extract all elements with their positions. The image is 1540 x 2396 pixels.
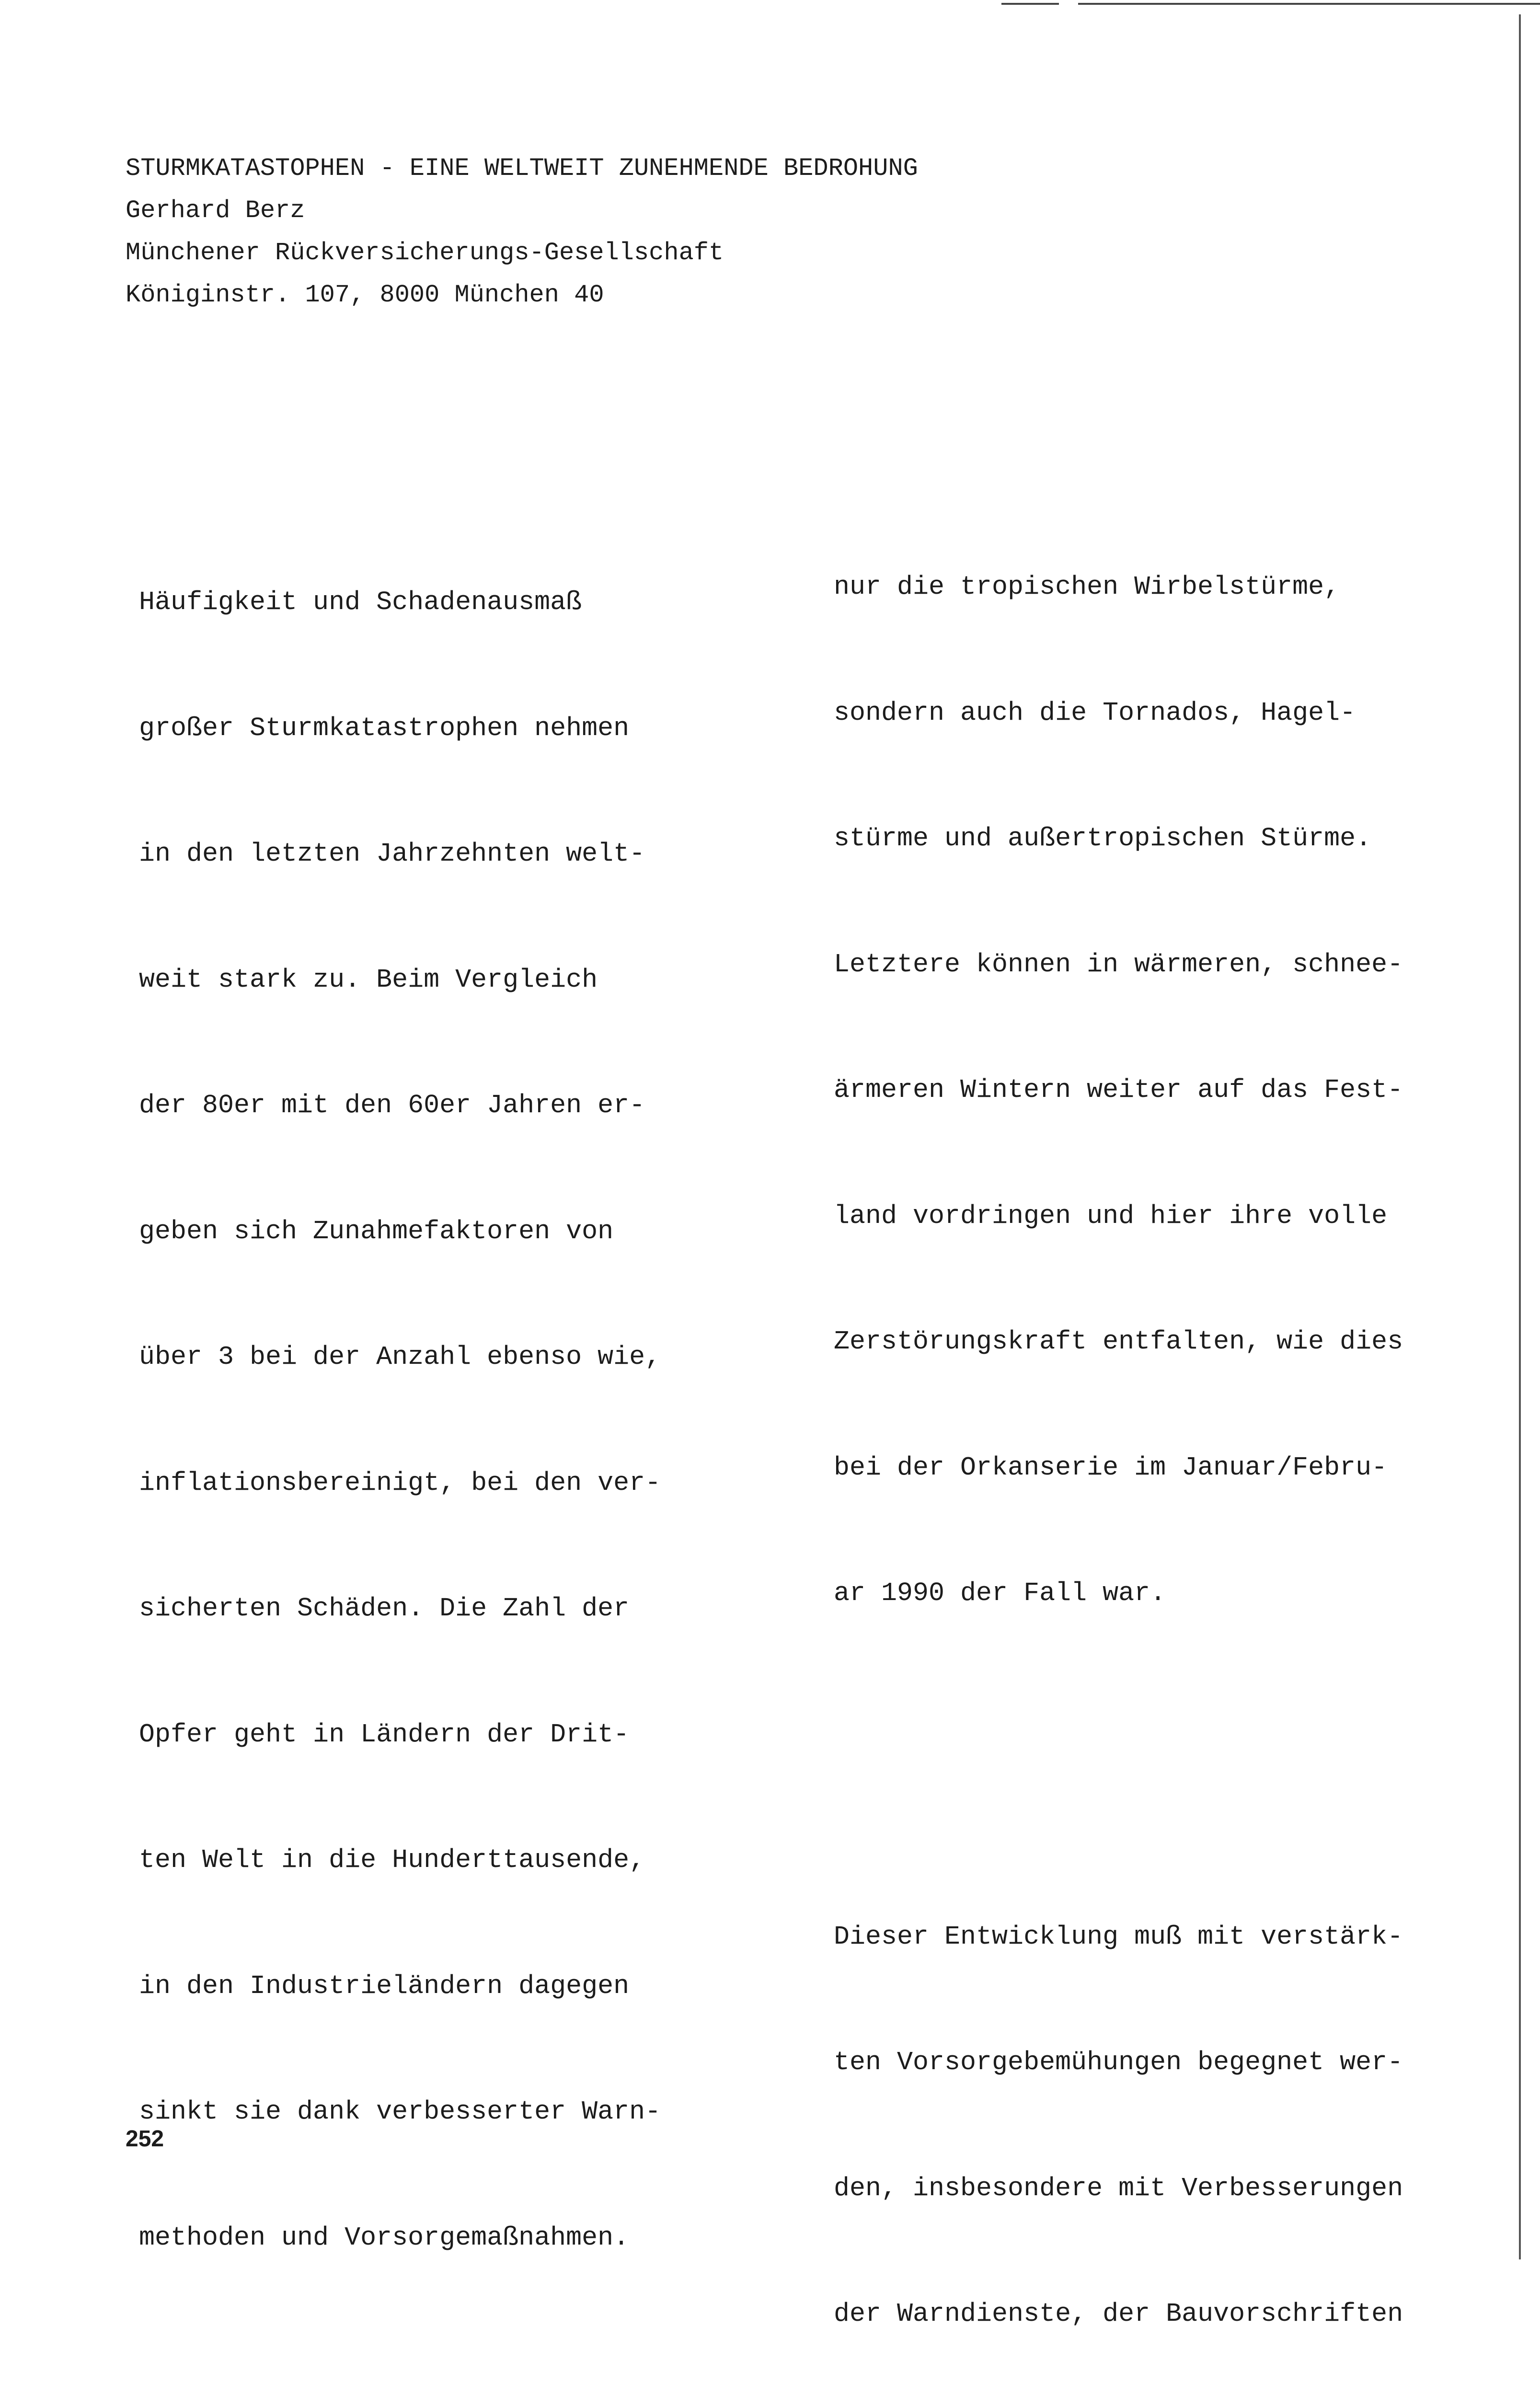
- text-line: Opfer geht in Ländern der Drit-: [139, 1714, 677, 1756]
- text-line: sondern auch die Tornados, Hagel-: [834, 692, 1419, 734]
- text-line: den, insbesondere mit Verbesserungen: [834, 2167, 1419, 2210]
- author-address: Königinstr. 107, 8000 München 40: [126, 274, 918, 316]
- page-edge-line: [1519, 14, 1521, 2259]
- page-number: 252: [126, 2126, 164, 2152]
- author-institution: Münchener Rückversicherungs-Gesellschaft: [126, 232, 918, 274]
- text-line: Häufigkeit und Schadenausmaß: [139, 581, 677, 623]
- paragraph: [139, 497, 677, 2342]
- top-rule-short: [1001, 3, 1059, 5]
- text-line: sinkt sie dank verbesserter Warn-: [139, 2091, 677, 2133]
- author-name: Gerhard Berz: [126, 190, 918, 232]
- article-title: STURMKATASTOPHEN - EINE WELTWEIT ZUNEHMENDE BEDROHUNG: [126, 148, 918, 190]
- left-column: [139, 437, 677, 2396]
- text-line: sicherten Schäden. Die Zahl der: [139, 1588, 677, 1630]
- text-line: der Warndienste, der Bauvorschriften: [834, 2293, 1419, 2335]
- text-line: in den letzten Jahrzehnten welt-: [139, 833, 677, 875]
- article-header: [126, 148, 918, 316]
- paragraph: [834, 1832, 1419, 2396]
- text-line: methoden und Vorsorgemaßnahmen.: [139, 2217, 677, 2259]
- top-rule-long: [1078, 3, 1540, 5]
- text-line: Letztere können in wärmeren, schnee-: [834, 944, 1419, 986]
- right-column: [834, 422, 1419, 2396]
- text-line: Dieser Entwicklung muß mit verstärk-: [834, 1916, 1419, 1958]
- text-line: nur die tropischen Wirbelstürme,: [834, 566, 1419, 608]
- paragraph: [834, 482, 1419, 1698]
- text-line: geben sich Zunahmefaktoren von: [139, 1210, 677, 1253]
- text-line: ärmeren Wintern weiter auf das Fest-: [834, 1069, 1419, 1111]
- text-line: Zerstörungskraft entfalten, wie dies: [834, 1321, 1419, 1363]
- text-line: ten Vorsorgebemühungen begegnet wer-: [834, 2041, 1419, 2084]
- text-line: bei der Orkanserie im Januar/Febru-: [834, 1447, 1419, 1489]
- text-line: in den Industrieländern dagegen: [139, 1965, 677, 2007]
- text-line: großer Sturmkatastrophen nehmen: [139, 707, 677, 749]
- text-line: stürme und außertropischen Stürme.: [834, 818, 1419, 860]
- text-line: über 3 bei der Anzahl ebenso wie,: [139, 1336, 677, 1378]
- text-line: ten Welt in die Hunderttausende,: [139, 1839, 677, 1881]
- text-line: land vordringen und hier ihre volle: [834, 1195, 1419, 1237]
- text-line: inflationsbereinigt, bei den ver-: [139, 1462, 677, 1504]
- text-line: der 80er mit den 60er Jahren er-: [139, 1084, 677, 1127]
- text-line: weit stark zu. Beim Vergleich: [139, 959, 677, 1001]
- text-line: ar 1990 der Fall war.: [834, 1572, 1419, 1614]
